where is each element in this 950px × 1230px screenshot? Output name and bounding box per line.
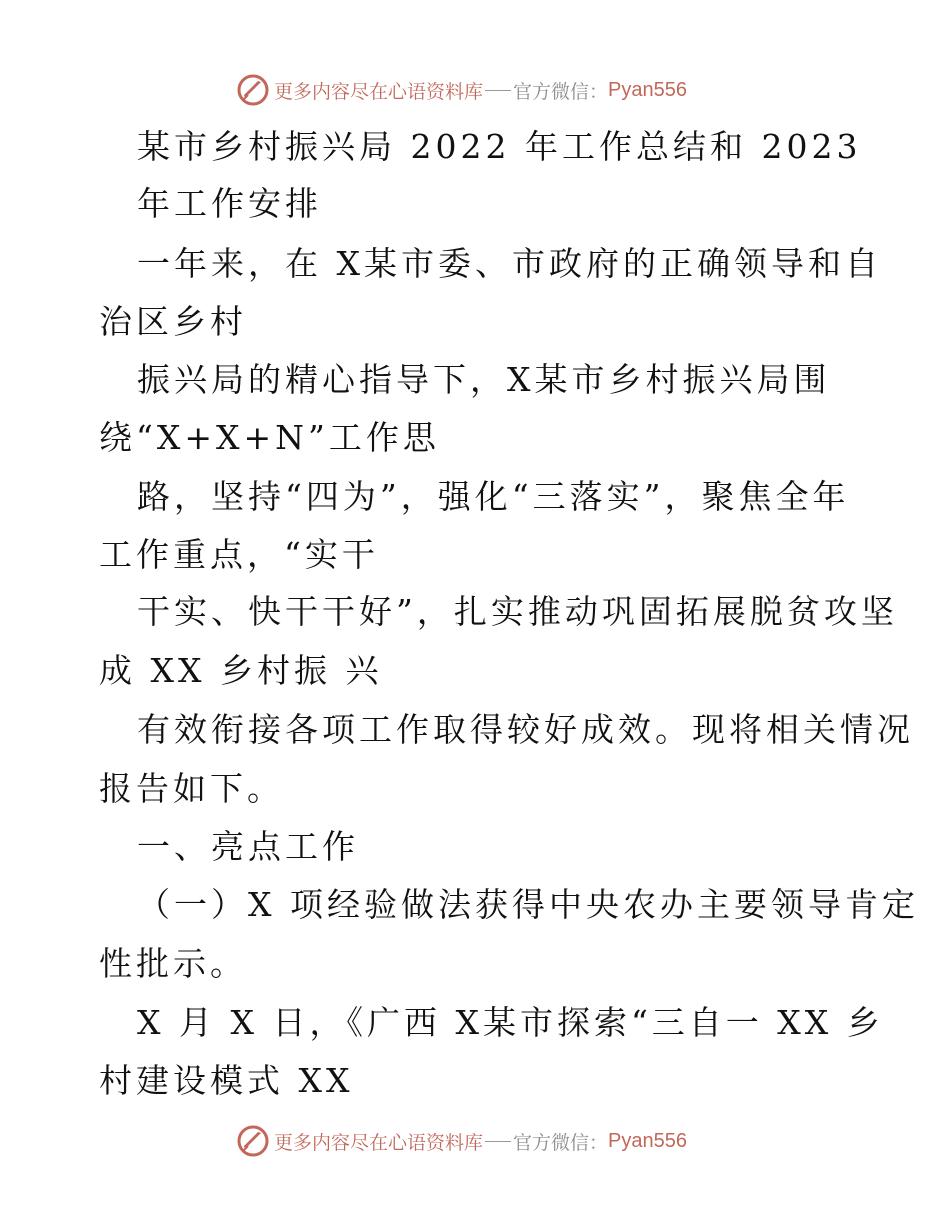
watermark-dash <box>485 1141 511 1142</box>
watermark-id: Pyan556 <box>608 78 687 101</box>
paragraph-line: 一年来，在 X某市委、市政府的正确领导和自 <box>137 244 882 283</box>
quill-logo-icon <box>236 73 270 107</box>
paragraph-line: 成 XX 乡村振 兴 <box>99 651 383 690</box>
watermark-id: Pyan556 <box>608 1129 687 1152</box>
paragraph-line: 治区乡村 <box>99 302 247 341</box>
quill-logo-icon <box>236 1124 270 1158</box>
paragraph-line: 绕“X+X+N”工作思 <box>99 418 440 457</box>
paragraph-line: 工作重点，“实干 <box>99 535 379 574</box>
title-line-2: 年工作安排 <box>137 184 322 223</box>
paragraph-line: 路，坚持“四为”，强化“三落实”，聚焦全年 <box>137 477 850 516</box>
paragraph-line: 村建设模式 XX <box>99 1061 354 1100</box>
paragraph-line: X 月 X 日，《广西 X某市探索“三自一 XX 乡 <box>137 1003 884 1042</box>
title-line-1: 某市乡村振兴局 2022 年工作总结和 2023 <box>137 127 862 166</box>
paragraph-line: 报告如下。 <box>99 769 284 808</box>
watermark-header <box>236 73 687 107</box>
watermark-dash <box>485 90 511 91</box>
subsection-heading: （一）X 项经验做法获得中央农办主要领导肯定 <box>137 885 919 924</box>
watermark-footer <box>236 1124 687 1158</box>
paragraph-line: 有效衔接各项工作取得较好成效。现将相关情况 <box>137 710 914 749</box>
paragraph-line: 干实、快干干好”，扎实推动巩固拓展脱贫攻坚 <box>137 592 898 631</box>
section-heading: 一、亮点工作 <box>137 827 359 866</box>
paragraph-line: 性批示。 <box>99 944 247 983</box>
paragraph-line: 振兴局的精心指导下，X某市乡村振兴局围 <box>137 360 831 399</box>
watermark-text: 更多内容尽在心语资料库 <box>274 1131 484 1154</box>
watermark-text: 更多内容尽在心语资料库 <box>274 80 484 103</box>
watermark-suffix: 官方微信： <box>513 80 609 103</box>
watermark-suffix: 官方微信： <box>513 1131 609 1154</box>
